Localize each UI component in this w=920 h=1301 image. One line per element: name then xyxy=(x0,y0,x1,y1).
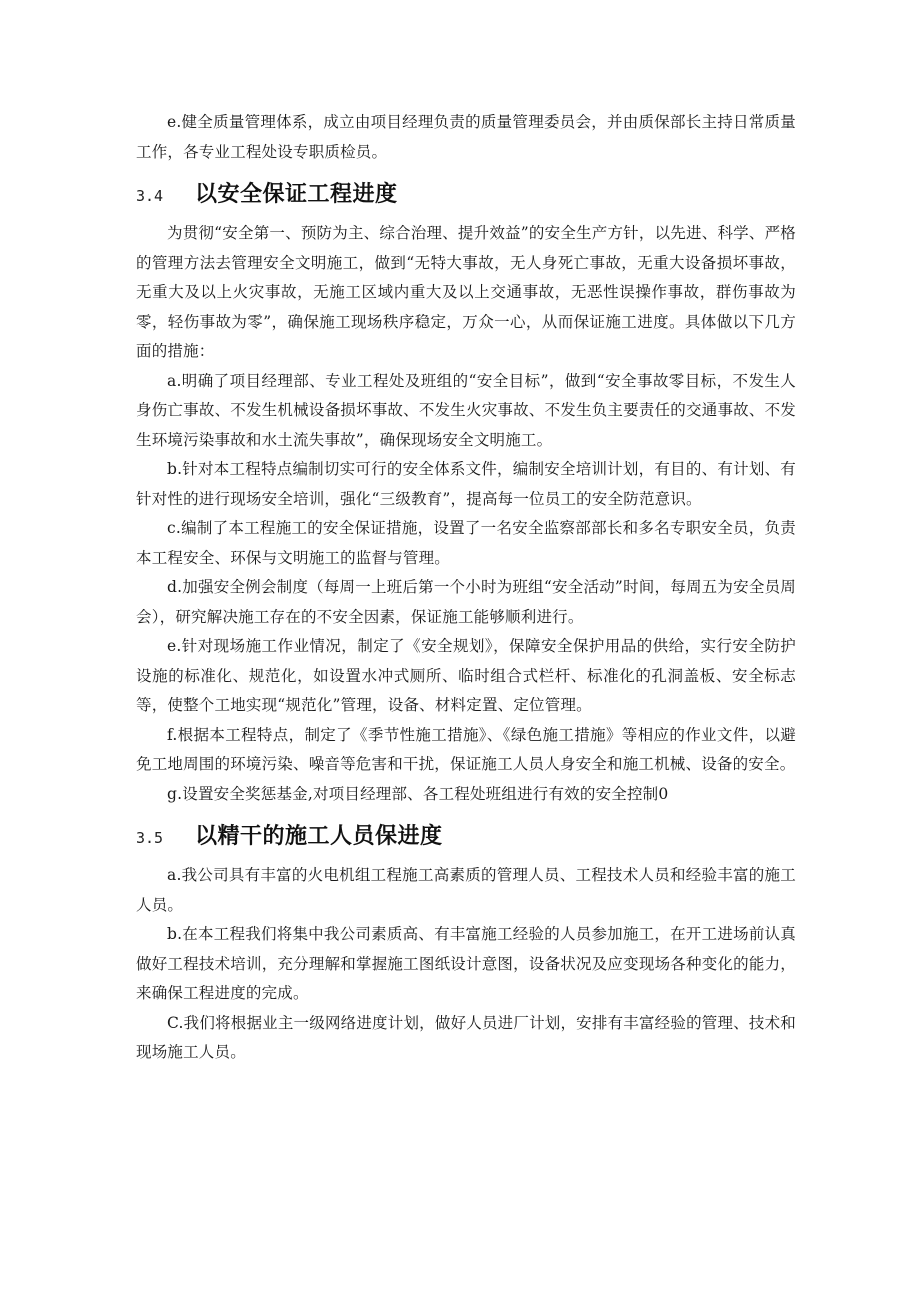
document-page xyxy=(136,108,796,1068)
paragraph-safety-b: b.针对本工程特点编制切实可行的安全体系文件，编制安全培训计划，有目的、有计划、有针对性的进行现场安全培训，强化“三级教育”，提高每一位员工的安全防范意识。 xyxy=(136,460,796,508)
paragraph-staff-a: a.我公司具有丰富的火电机组工程施工高素质的管理人员、工程技术人员和经验丰富的施工人员。 xyxy=(136,866,796,914)
section-number: 3.5 xyxy=(136,829,164,847)
paragraph-safety-f: f.根据本工程特点，制定了《季节性施工措施》、《绿色施工措施》等相应的作业文件，以避免工地周围的环境污染、噪音等危害和干扰，保证施工人员人身安全和施工机械、设备的安全。 xyxy=(136,725,796,773)
paragraph-safety-intro: 为贯彻“安全第一、预防为主、综合治理、提升效益”的安全生产方针，以先进、科学、严格的管理方法去管理安全文明施工，做到“无特大事故，无人身死亡事故，无重大设备损坏事故，无重大及以上火灾事故，无施工区域内重大及以上交通事故，无恶性误操作事故，群伤事故为零，轻伤事故为零”，确保施工现场秩序稳定，万众一心，从而保证施工进度。具体做以下几方面的措施： xyxy=(136,224,796,360)
paragraph-safety-g: g.设置安全奖惩基金,对项目经理部、各工程处班组进行有效的安全控制0 xyxy=(167,784,669,803)
paragraph-staff-c: C.我们将根据业主一级网络进度计划，做好人员进厂计划，安排有丰富经验的管理、技术和现场施工人员。 xyxy=(136,1013,796,1061)
paragraph-safety-a: a.明确了项目经理部、专业工程处及班组的“安全目标”，做到“安全事故零目标，不发生人身伤亡事故、不发生机械设备损坏事故、不发生火灾事故、不发生负主要责任的交通事故、不发生环境污染事故和水土流失事故”，确保现场安全文明施工。 xyxy=(136,371,796,449)
paragraph-quality-system: e.健全质量管理体系，成立由项目经理负责的质量管理委员会，并由质保部长主持日常质量工作，各专业工程处设专职质检员。 xyxy=(136,113,796,161)
paragraph-staff-b: b.在本工程我们将集中我公司素质高、有丰富施工经验的人员参加施工，在开工进场前认真做好工程技术培训，充分理解和掌握施工图纸设计意图，设备状况及应变现场各种变化的能力，来确保工程进度的完成。 xyxy=(136,925,796,1002)
paragraph-safety-d: d.加强安全例会制度（每周一上班后第一个小时为班组“安全活动”时间，每周五为安全员周会），研究解决施工存在的不安全因素，保证施工能够顺利进行。 xyxy=(136,578,796,626)
section-heading-3-5 xyxy=(136,815,796,859)
section-heading-3-4 xyxy=(136,173,796,217)
paragraph-safety-e: e.针对现场施工作业情况，制定了《安全规划》，保障安全保护用品的供给，实行安全防护设施的标准化、规范化，如设置水冲式厕所、临时组合式栏杆、标准化的孔洞盖板、安全标志等，使整个工地实现“规范化”管理，设备、材料定置、定位管理。 xyxy=(136,637,796,714)
section-title: 以安全保证工程进度 xyxy=(195,182,398,207)
section-title: 以精干的施工人员保进度 xyxy=(195,824,443,849)
section-number: 3.4 xyxy=(136,187,164,205)
paragraph-safety-c: c.编制了本工程施工的安全保证措施，设置了一名安全监察部部长和多名专职安全员，负责本工程安全、环保与文明施工的监督与管理。 xyxy=(136,519,796,567)
